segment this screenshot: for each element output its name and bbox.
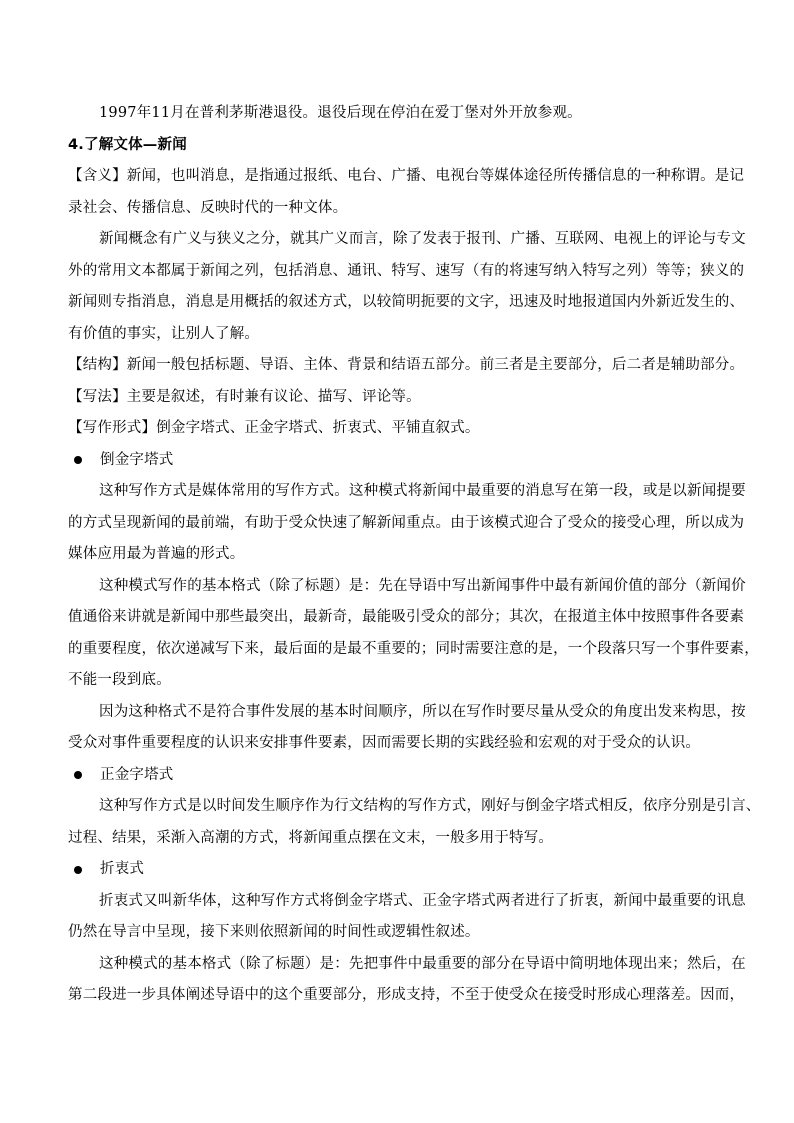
- bullet-icon: [74, 866, 82, 874]
- paragraph-line: 【写作形式】倒金字塔式、正金字塔式、折衷式、平铺直叙式。: [68, 420, 480, 436]
- paragraph-line: 新闻则专指消息，消息是用概括的叙述方式，以较简明扼要的文字，迅速及时地报道国内外新近发生的、: [68, 294, 745, 310]
- bullet-item: [68, 760, 728, 792]
- bullet-item: [68, 445, 728, 477]
- paragraph-line: 1997年11月在普利茅斯港退役。退役后现在停泊在爱丁堡对外开放参观。: [99, 105, 582, 121]
- paragraph-line: 新闻概念有广义与狭义之分，就其广义而言，除了发表于报刊、广播、互联网、电视上的评论与专文: [99, 231, 746, 247]
- paragraph-line: 【结构】新闻一般包括标题、导语、主体、背景和结语五部分。前三者是主要部分，后二者是辅助部分。: [68, 357, 745, 373]
- paragraph-line: 这种模式的基本格式（除了标题）是：先把事件中最重要的部分在导语中简明地体现出来；然后，在: [99, 955, 746, 972]
- paragraph-line: 的重要程度，依次递减写下来，最后面的是最不重要的；同时需要注意的是，一个段落只写一个事件要素，: [68, 640, 759, 657]
- bullet-label: 折衷式: [100, 861, 145, 877]
- document-page: [68, 98, 761, 1012]
- paragraph-line: 外的常用文本都属于新闻之列，包括消息、通讯、特写、速写（有的将速写纳入特写之列）等等；狭义的: [68, 262, 745, 279]
- paragraph-line: 媒体应用最为普遍的形式。: [68, 546, 245, 562]
- paragraph-line: 有价值的事实，让别人了解。: [68, 325, 260, 342]
- paragraph-line: 的方式呈现新闻的最前端，有助于受众快速了解新闻重点。由于该模式迎合了受众的接受心理，所以成为: [68, 514, 745, 531]
- paragraph-line: 过程、结果，采渐入高潮的方式，将新闻重点摆在文末，一般多用于特写。: [68, 829, 554, 846]
- paragraph-line: 受众对事件重要程度的认识来安排事件要素，因而需要长期的实践经验和宏观的对于受众的认识。: [68, 735, 701, 751]
- paragraph-line: 这种写作方式是媒体常用的写作方式。这种模式将新闻中最重要的消息写在第一段，或是以新闻提要: [99, 483, 746, 499]
- bullet-label: 倒金字塔式: [100, 451, 174, 468]
- paragraph-line: 第二段进一步具体阐述导语中的这个重要部分，形成支持，不至于使受众在接受时形成心理落差。因而，: [68, 987, 745, 1003]
- paragraph-line: 折衷式又叫新华体，这种写作方式将倒金字塔式、正金字塔式两者进行了折衷，新闻中最重要的讯息: [99, 892, 746, 909]
- paragraph-line: 因为这种格式不是符合事件发展的基本时间顺序，所以在写作时要尽量从受众的角度出发来构思，按: [99, 703, 746, 720]
- paragraph-line: 这种写作方式是以时间发生顺序作为行文结构的写作方式，刚好与倒金字塔式相反，依序分别是引言、: [99, 798, 761, 814]
- section-heading: 4.了解文体—新闻: [68, 136, 187, 153]
- bullet-icon: [74, 456, 82, 464]
- paragraph-line: 【含义】新闻，也叫消息，是指通过报纸、电台、广播、电视台等媒体途径所传播信息的一种称谓。是记: [68, 168, 745, 184]
- bullet-label: 正金字塔式: [100, 766, 174, 783]
- paragraph-line: 仍然在导言中呈现，接下来则依照新闻的时间性或逻辑性叙述。: [68, 924, 480, 940]
- paragraph-line: 不能一段到底。: [68, 672, 171, 688]
- paragraph-line: 这种模式写作的基本格式（除了标题）是：先在导语中写出新闻事件中最有新闻价值的部分（新闻价: [99, 577, 746, 594]
- bullet-icon: [74, 771, 82, 779]
- paragraph-line: 值通俗来讲就是新闻中那些最突出，最新奇，最能吸引受众的部分；其次，在报道主体中按照事件各要素: [68, 609, 745, 625]
- bullet-item: [68, 854, 728, 886]
- paragraph-line: 【写法】主要是叙述，有时兼有议论、描写、评论等。: [68, 388, 421, 405]
- paragraph-line: 录社会、传播信息、反映时代的一种文体。: [68, 199, 348, 216]
